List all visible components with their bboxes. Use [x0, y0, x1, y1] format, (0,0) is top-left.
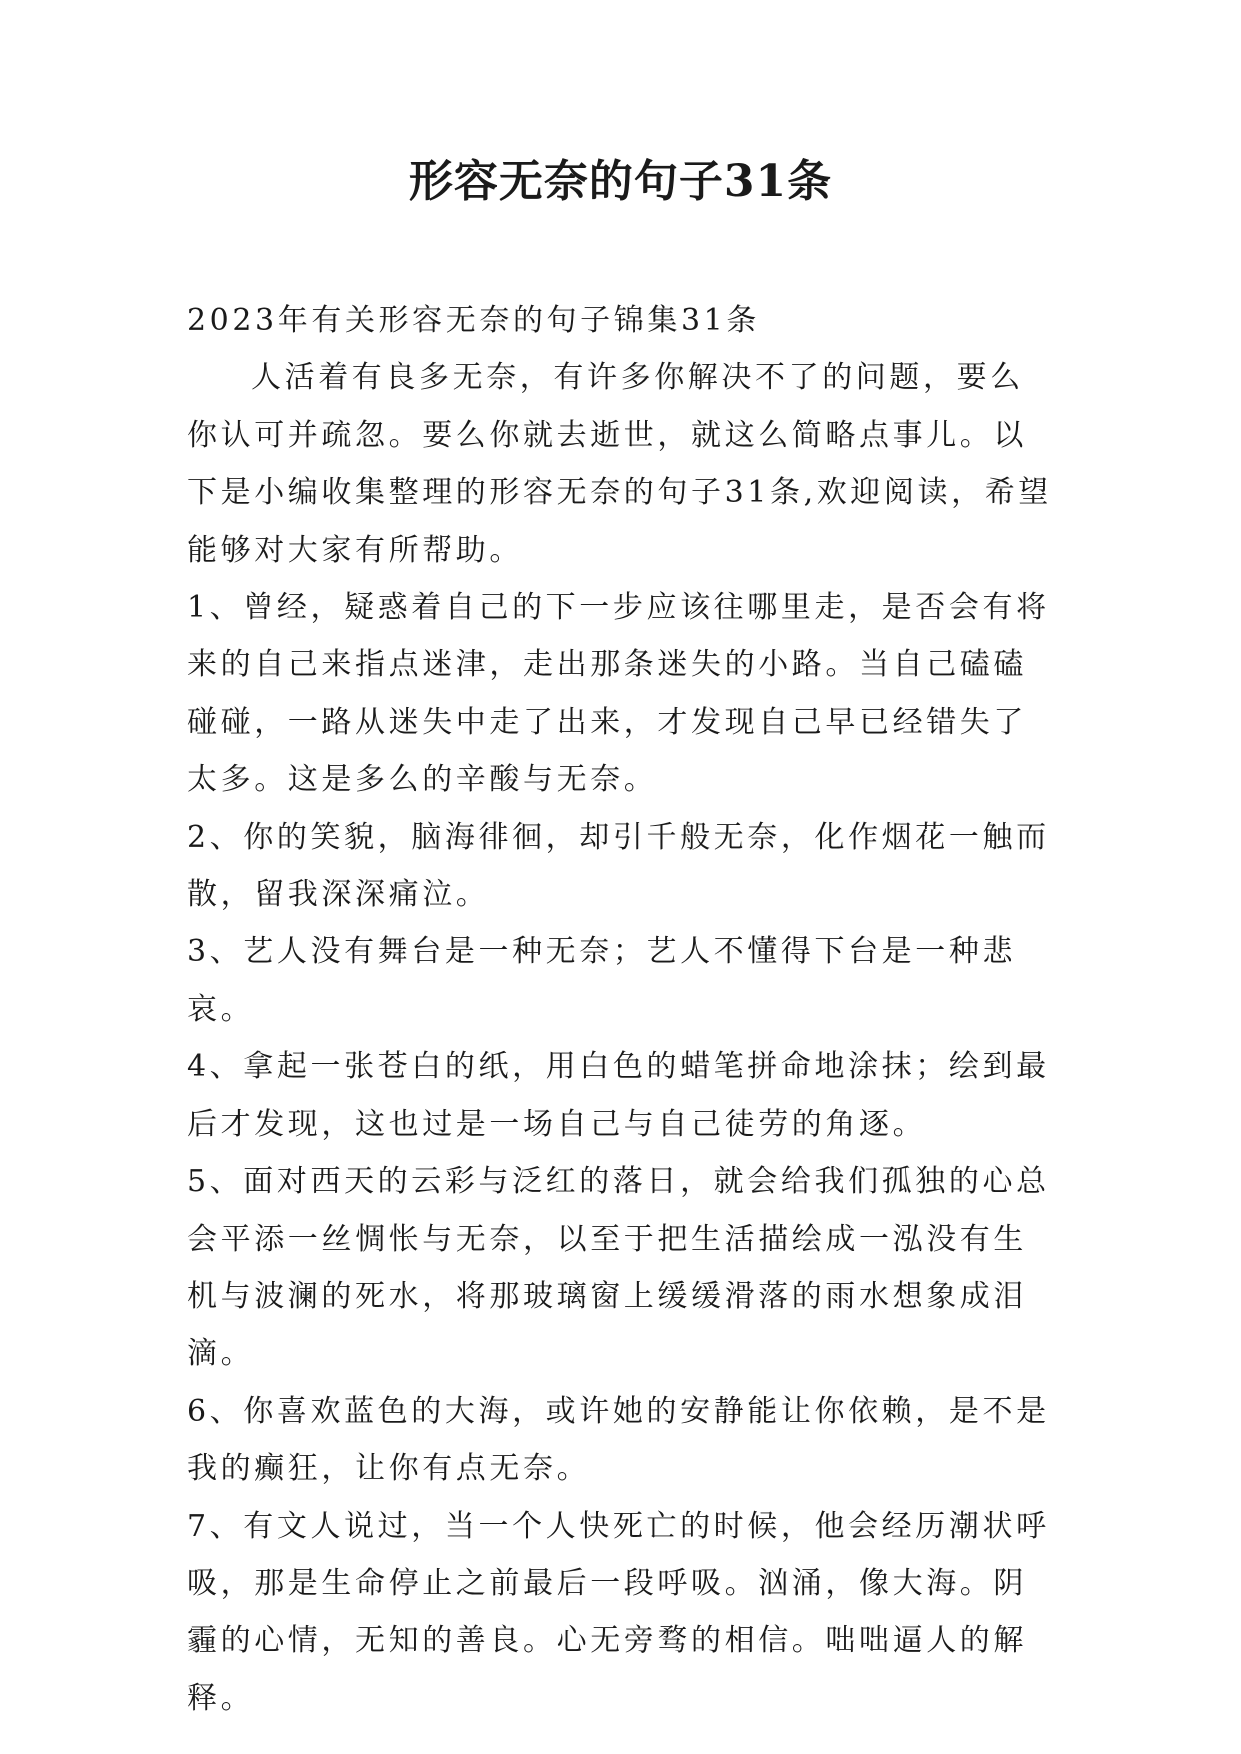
list-item: 7、有文人说过，当一个人快死亡的时候，他会经历潮状呼吸，那是生命停止之前最后一段呼吸。汹涌，像大海。阴霾的心情，无知的善良。心无旁骛的相信。咄咄逼人的解释。 [187, 1508, 1050, 1716]
list-item: 6、你喜欢蓝色的大海，或许她的安静能让你依赖，是不是我的癫狂，让你有点无奈。 [187, 1393, 1050, 1487]
list-item: 4、拿起一张苍白的纸，用白色的蜡笔拼命地涂抹；绘到最后才发现，这也过是一场自己与自己徒劳的角逐。 [187, 1049, 1050, 1142]
document-body [187, 292, 1057, 1727]
list-item: 2、你的笑貌，脑海徘徊，却引千般无奈，化作烟花一触而散，留我深深痛泣。 [187, 819, 1050, 913]
list-item: 5、面对西天的云彩与泛红的落日，就会给我们孤独的心总会平添一丝惆怅与无奈，以至于把生活描绘成一泓没有生机与波澜的死水，将那玻璃窗上缓缓滑落的雨水想象成泪滴。 [187, 1164, 1050, 1372]
document-subtitle: 2023年有关形容无奈的句子锦集31条 [187, 303, 760, 338]
intro-paragraph: 人活着有良多无奈，有许多你解决不了的问题，要么你认可并疏忽。要么你就去逝世，就这么简略点事儿。以下是小编收集整理的形容无奈的句子31条,欢迎阅读，希望能够对大家有所帮助。 [187, 360, 1052, 568]
list-item: 3、艺人没有舞台是一种无奈；艺人不懂得下台是一种悲哀。 [187, 934, 1017, 1027]
document-title: 形容无奈的句子31条 [408, 156, 833, 207]
list-item: 1、曾经，疑惑着自己的下一步应该往哪里走，是否会有将来的自己来指点迷津，走出那条迷失的小路。当自己磕磕碰碰，一路从迷失中走了出来，才发现自己早已经错失了太多。这是多么的辛酸与无奈。 [187, 590, 1050, 798]
